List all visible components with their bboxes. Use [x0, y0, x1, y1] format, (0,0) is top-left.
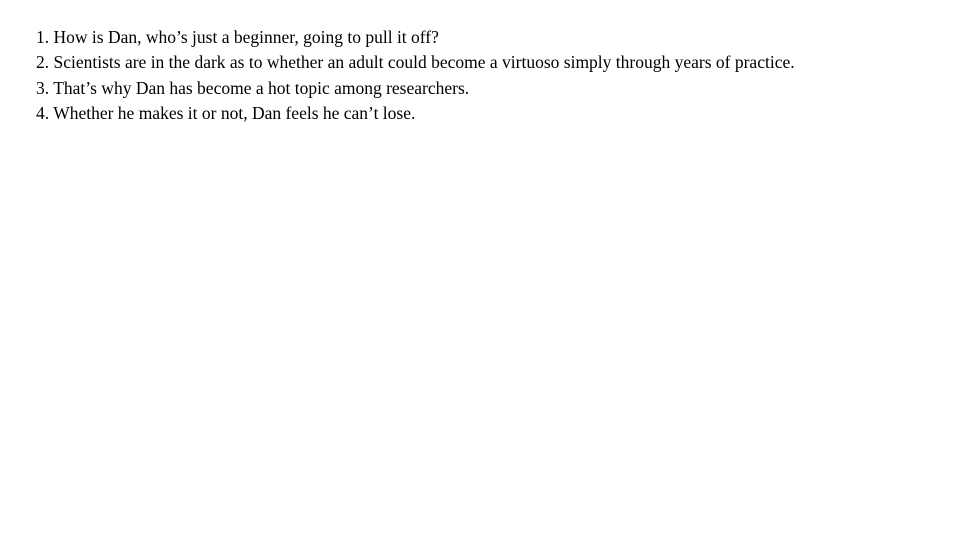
list-item	[36, 25, 949, 50]
list-item-text: That’s why Dan has become a hot topic among researchers.	[53, 77, 470, 98]
list-item-number: 4.	[36, 102, 50, 123]
list-item	[36, 76, 949, 101]
list-item	[36, 101, 949, 126]
list-item-number: 3.	[36, 77, 50, 98]
list-item-number: 2.	[36, 52, 50, 73]
list-item-text: How is Dan, who’s just a beginner, going to pull it off?	[53, 27, 439, 47]
list-item-text: Scientists are in the dark as to whether an adult could become a virtuoso simply through years of practice.	[53, 52, 795, 73]
list-item-text: Whether he makes it or not, Dan feels he can’t lose.	[53, 102, 416, 123]
numbered-sentence-list	[36, 25, 949, 126]
list-item-number: 1.	[36, 27, 50, 47]
list-item	[36, 50, 949, 75]
